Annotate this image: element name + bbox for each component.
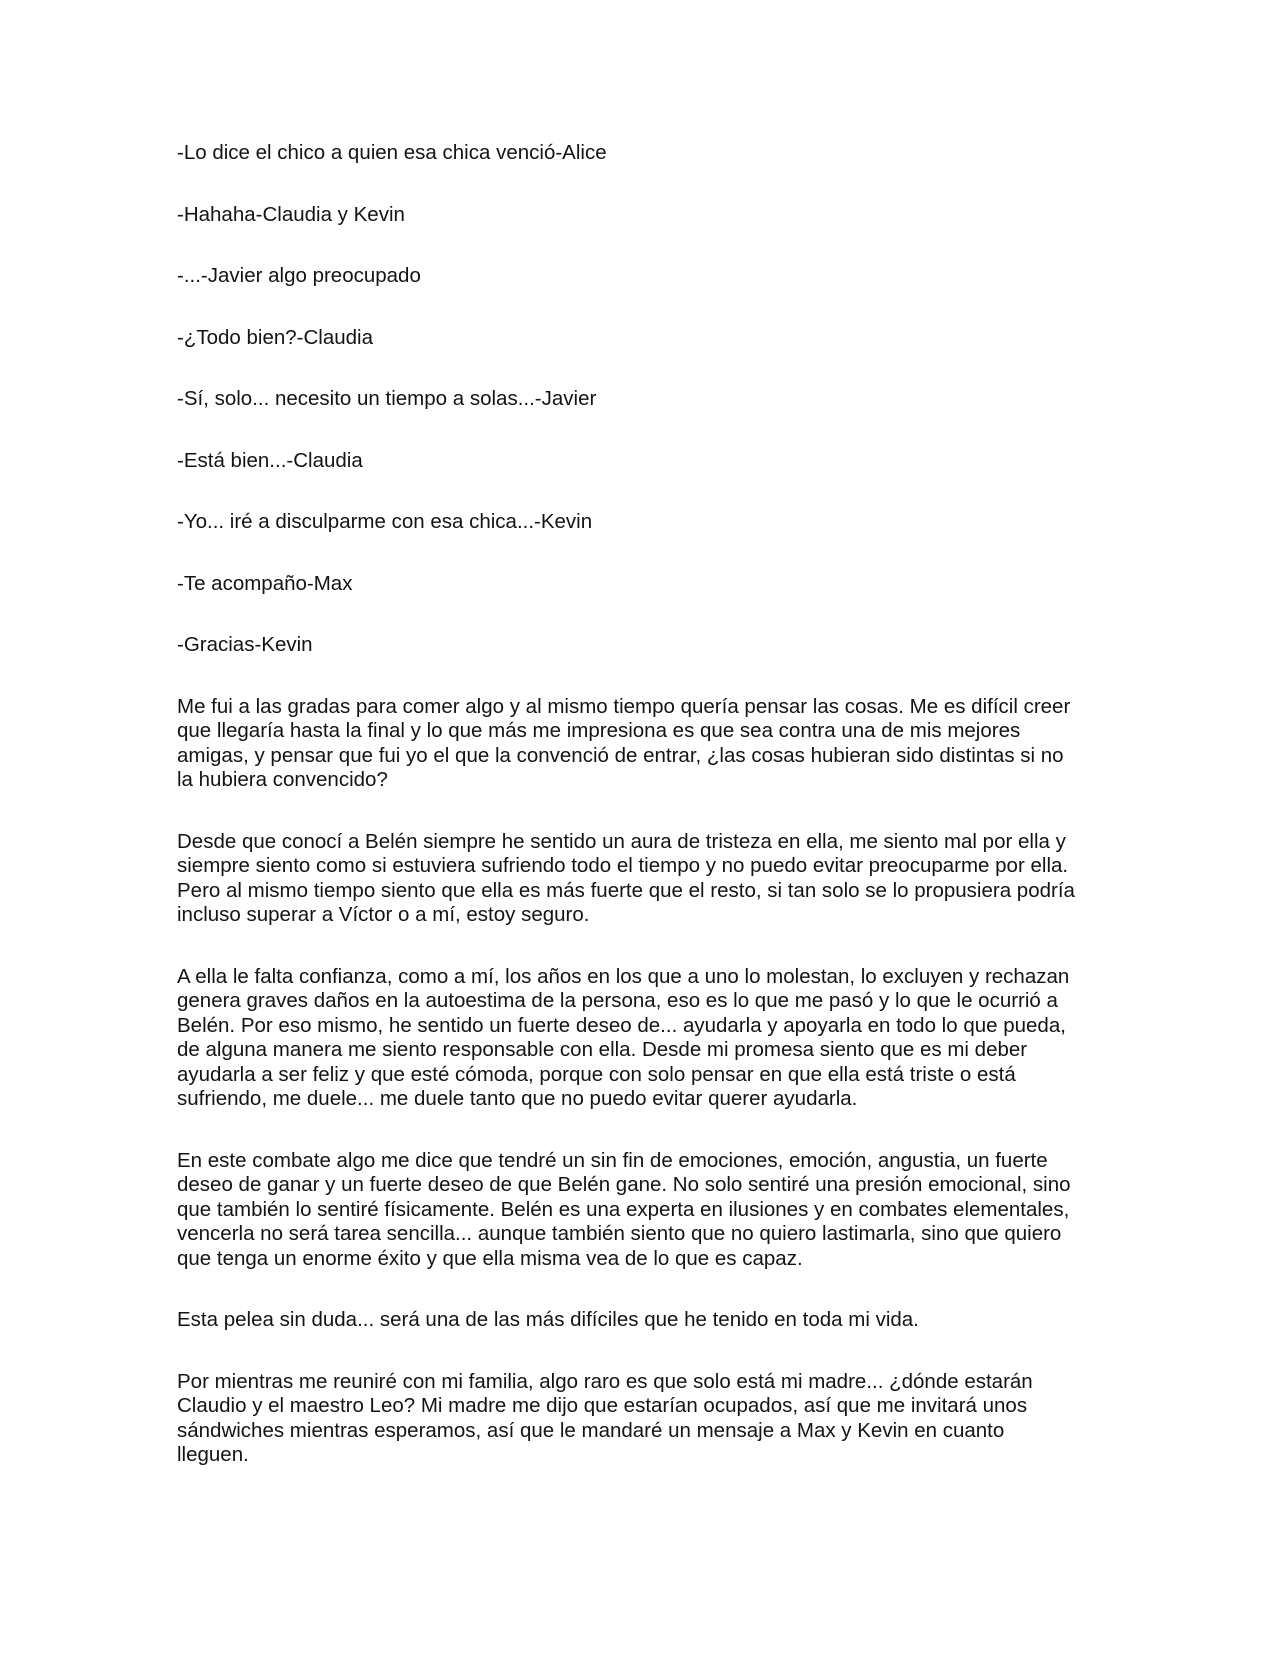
- paragraph-line: la hubiera convencido?: [177, 768, 388, 791]
- dialogue-line: -¿Todo bien?-Claudia: [177, 325, 374, 349]
- dialogue-line: -Yo... iré a disculparme con esa chica...-Kevin: [177, 510, 593, 533]
- paragraph-line: de alguna manera me siento responsable con ella. Desde mi promesa siento que es mi deber: [177, 1038, 1028, 1061]
- paragraph-line: Claudio y el maestro Leo? Mi madre me dijo que estarían ocupados, así que me invitará unos: [177, 1394, 1028, 1417]
- paragraph: [177, 1149, 1097, 1272]
- paragraph-line: ayudarla a ser feliz y que esté cómoda, porque con solo pensar en que ella está triste o está: [177, 1062, 1016, 1086]
- paragraph-line: A ella le falta confianza, como a mí, los años en los que a uno lo molestan, lo excluyen y rechazan: [177, 964, 1070, 988]
- dialogue-line: -...-Javier algo preocupado: [177, 264, 421, 287]
- paragraph-line: incluso superar a Víctor o a mí, estoy seguro.: [177, 903, 590, 926]
- dialogue-line: -Hahaha-Claudia y Kevin: [177, 202, 405, 226]
- dialogue-line: -Gracias-Kevin: [177, 633, 313, 656]
- paragraph: [177, 1308, 1097, 1333]
- paragraph-line: Pero al mismo tiempo siento que ella es más fuerte que el resto, si tan solo se lo propusiera podría: [177, 878, 1075, 902]
- paragraph-line: Desde que conocí a Belén siempre he sentido un aura de tristeza en ella, me siento mal por ella y: [177, 829, 1066, 853]
- paragraph-line: que también lo sentiré físicamente. Belén es una experta en ilusiones y en combates elementales,: [177, 1197, 1070, 1221]
- dialogue-line: -Está bien...-Claudia: [177, 448, 363, 472]
- paragraph-line: deseo de ganar y un fuerte deseo de que Belén gane. No solo sentiré una presión emocional, sino: [177, 1173, 1071, 1196]
- paragraph-line: genera graves daños en la autoestima de la persona, eso es lo que me pasó y lo que le ocurrió a: [177, 989, 1058, 1012]
- paragraph-line: Belén. Por eso mismo, he sentido un fuerte deseo de... ayudarla y apoyarla en todo lo que pueda,: [177, 1013, 1066, 1037]
- paragraph-line: amigas, y pensar que fui yo el que la convenció de entrar, ¿las cosas hubieran sido distintas si no: [177, 743, 1064, 767]
- paragraph-line: vencerla no será tarea sencilla... aunque también siento que no quiero lastimarla, sino que quiero: [177, 1222, 1062, 1245]
- paragraph-line: Esta pelea sin duda... será una de las más difíciles que he tenido en toda mi vida.: [177, 1308, 919, 1331]
- paragraph-line: En este combate algo me dice que tendré un sin fin de emociones, emoción, angustia, un fuerte: [177, 1148, 1048, 1172]
- paragraph-line: que llegaría hasta la final y lo que más me impresiona es que sea contra una de mis mejores: [177, 719, 1021, 742]
- paragraph-line: sufriendo, me duele... me duele tanto que no puedo evitar querer ayudarla.: [177, 1087, 858, 1110]
- dialogue-line: -Sí, solo... necesito un tiempo a solas...-Javier: [177, 387, 597, 410]
- paragraph: [177, 965, 1097, 1112]
- dialogue-line: -Lo dice el chico a quien esa chica venció-Alice: [177, 141, 607, 164]
- paragraph-line: que tenga un enorme éxito y que ella misma vea de lo que es capaz.: [177, 1246, 803, 1270]
- paragraph: [177, 695, 1097, 793]
- paragraph: [177, 830, 1097, 928]
- document-body: [177, 141, 1097, 1505]
- paragraph-line: siempre siento como si estuviera sufriendo todo el tiempo y no puedo evitar preocuparme por ella.: [177, 854, 1069, 877]
- paragraph-line: lleguen.: [177, 1443, 249, 1466]
- paragraph-line: Por mientras me reuniré con mi familia, algo raro es que solo está mi madre... ¿dónde estarán: [177, 1369, 1033, 1393]
- dialogue-line: -Te acompaño-Max: [177, 571, 353, 595]
- paragraph: [177, 1370, 1097, 1468]
- paragraph-line: Me fui a las gradas para comer algo y al mismo tiempo quería pensar las cosas. Me es difícil creer: [177, 694, 1071, 718]
- paragraph-line: sándwiches mientras esperamos, así que le mandaré un mensaje a Max y Kevin en cuanto: [177, 1418, 1005, 1442]
